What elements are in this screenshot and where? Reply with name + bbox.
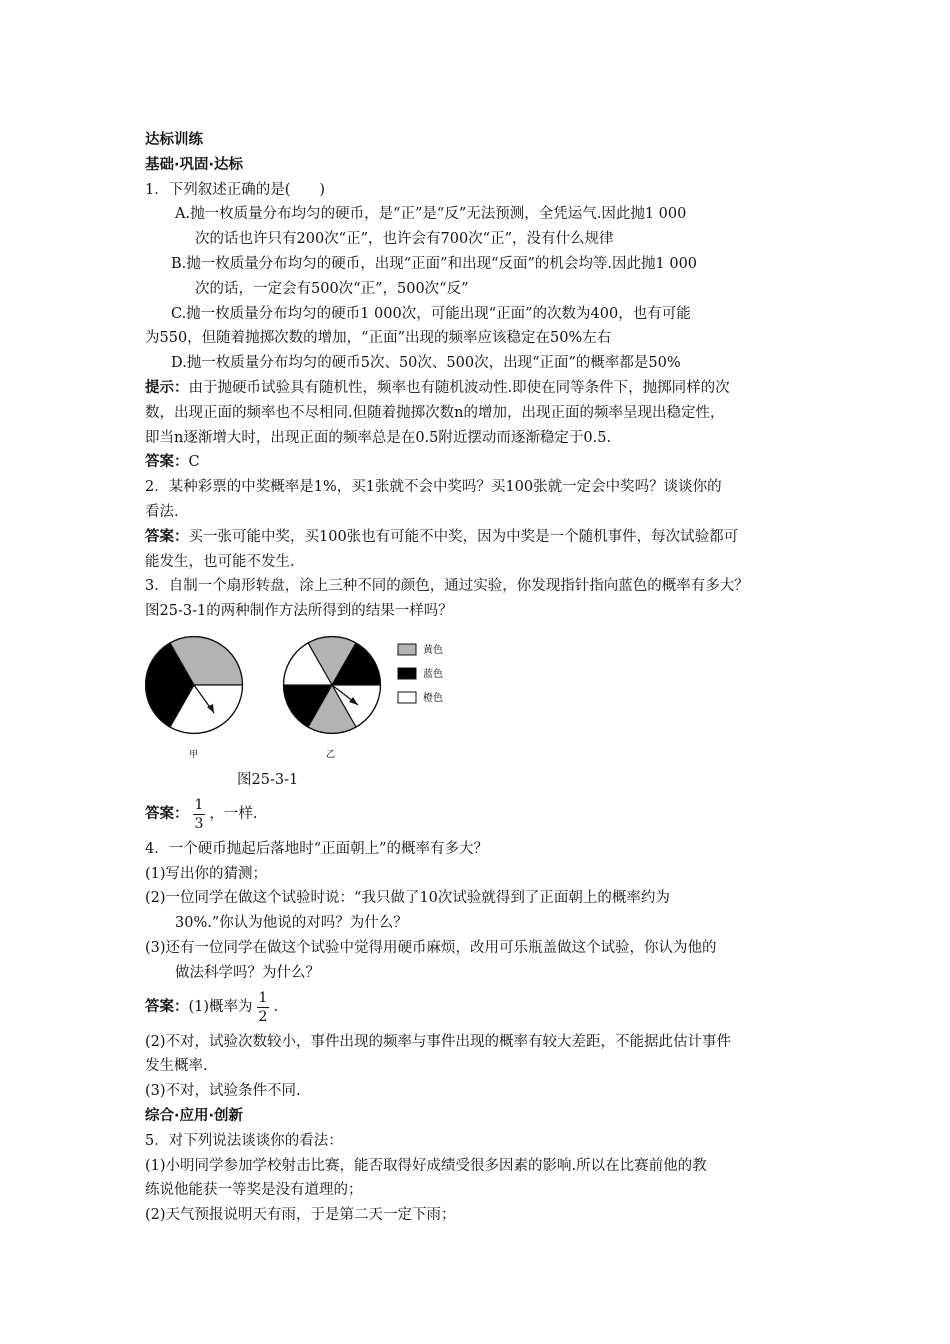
q2-answer-line2: 能发生，也可能不发生.	[145, 553, 295, 570]
legend-label-blue: 蓝色	[423, 668, 443, 680]
fraction-numerator: 1	[194, 797, 204, 814]
question-5-stem: 5．对下列说法谈谈你的看法：	[145, 1132, 343, 1149]
q4-answer-2-line1: (2)不对，试验次数较小，事件出现的频率与事件出现的概率有较大差距，不能据此估计事件	[145, 1033, 732, 1050]
answer-prefix: (1)概率为	[188, 999, 253, 1016]
spinner-jia	[146, 636, 243, 733]
q4-answer-2-line2: 发生概率.	[145, 1058, 208, 1075]
document-page	[145, 128, 825, 1228]
fraction-numerator: 1	[258, 990, 268, 1007]
q1-option-a-line2: 次的话也许只有200次“正”，也许会有700次“正”，没有什么规律	[195, 231, 614, 248]
subsection-basic: 基础·巩固·达标	[145, 156, 244, 173]
fraction-denominator: 3	[194, 816, 204, 833]
fraction-one-half	[257, 989, 270, 1026]
spinner-yi	[284, 636, 381, 733]
q5-sub1-line2: 练说他能获一等奖是没有道理的；	[145, 1182, 363, 1199]
q1-option-b-line2: 次的话，一定会有500次“正”，500次“反”	[195, 280, 469, 297]
q4-answer-1	[145, 986, 825, 1030]
question-4-stem: 4．一个硬币抛起后落地时“正面朝上”的概率有多大？	[145, 840, 489, 857]
answer-tail: ，一样.	[209, 806, 258, 823]
q1-hint-line2: 数，出现正面的频率也不尽相同.但随着抛掷次数n的增加，出现正面的频率呈现出稳定性，	[145, 404, 725, 421]
legend-swatch-blue	[398, 668, 416, 679]
answer-label: 答案：	[145, 806, 189, 823]
answer-suffix: .	[273, 999, 279, 1016]
answer-text: 买一张可能中奖，买100张也有可能不中奖，因为中奖是一个随机事件，每次试验都可	[188, 528, 739, 545]
answer-label: 答案：	[145, 454, 189, 471]
hint-text: 由于抛硬币试验具有随机性，频率也有随机波动性.即使在同等条件下，抛掷同样的次	[188, 379, 730, 396]
q1-answer	[145, 450, 825, 475]
q4-sub1: (1)写出你的猜测；	[145, 865, 268, 882]
legend	[398, 643, 443, 704]
q1-hint-line1	[145, 376, 825, 401]
hint-label: 提示：	[145, 379, 189, 396]
answer-label: 答案：	[145, 528, 189, 545]
q4-sub2-line1: (2)一位同学在做这个试验时说：“我只做了10次试验就得到了正面朝上的概率约为	[145, 890, 670, 907]
question-2-line1: 2．某种彩票的中奖概率是1%，买1张就不会中奖吗？买100张就一定会中奖吗？谈谈你的	[145, 479, 722, 496]
subsection-advanced: 综合·应用·创新	[145, 1107, 244, 1124]
q5-sub1-line1: (1)小明同学参加学校射击比赛，能否取得好成绩受很多因素的影响.所以在比赛前他的教	[145, 1157, 707, 1174]
q1-option-b-line1: B.抛一枚质量分布均匀的硬币，出现“正面”和出现“反面”的机会均等.因此抛1 000	[171, 255, 698, 272]
fraction-one-third	[193, 796, 206, 833]
answer-value: C	[188, 454, 200, 471]
question-2-line2: 看法.	[145, 503, 179, 520]
q1-hint-line3: 即当n逐渐增大时，出现正面的频率总是在0.5附近摆动而逐渐稳定于0.5.	[145, 429, 612, 446]
q1-option-a-line1: A.抛一枚质量分布均匀的硬币，是“正”是“反”无法预测，全凭运气.因此抛1 000	[175, 206, 687, 223]
fraction-denominator: 2	[258, 1009, 268, 1026]
answer-label: 答案：	[145, 999, 189, 1016]
question-1-stem: 1．下列叙述正确的是( )	[145, 181, 326, 198]
q1-option-c-line1: C.抛一枚质量分布均匀的硬币1 000次，可能出现“正面”的次数为400，也有可能	[171, 305, 691, 322]
spinners-svg	[145, 628, 475, 766]
q3-answer	[145, 793, 825, 837]
legend-swatch-orange	[398, 692, 416, 703]
q4-sub2-line2: 30%.”你认为他说的对吗？为什么？	[175, 915, 408, 932]
q4-sub3-line2: 做法科学吗？为什么？	[175, 964, 320, 981]
q5-sub2: (2)天气预报说明天有雨，于是第二天一定下雨；	[145, 1207, 456, 1224]
q1-option-c-line2: 为550，但随着抛掷次数的增加，“正面”出现的频率应该稳定在50%左右	[145, 330, 612, 347]
section-title: 达标训练	[145, 132, 203, 148]
label-jia: 甲	[189, 749, 199, 760]
figure-caption: 图25-3-1	[237, 771, 299, 788]
question-3-line1: 3．自制一个扇形转盘，涂上三种不同的颜色，通过实验，你发现指针指向蓝色的概率有多大？	[145, 578, 749, 595]
q2-answer-line1	[145, 525, 825, 550]
q1-option-d: D.抛一枚质量分布均匀的硬币5次、50次、500次，出现“正面”的概率都是50%	[171, 355, 681, 372]
q4-sub3-line1: (3)还有一位同学在做这个试验中觉得用硬币麻烦，改用可乐瓶盖做这个试验，你认为他的	[145, 939, 717, 956]
legend-label-orange: 橙色	[423, 692, 443, 704]
legend-swatch-yellow	[398, 644, 416, 655]
q4-answer-3: (3)不对，试验条件不同.	[145, 1083, 301, 1100]
label-yi: 乙	[326, 749, 336, 760]
figure-spinners	[145, 628, 825, 766]
legend-label-yellow: 黄色	[423, 644, 443, 656]
question-3-line2: 图25-3-1的两种制作方法所得到的结果一样吗？	[145, 603, 453, 620]
